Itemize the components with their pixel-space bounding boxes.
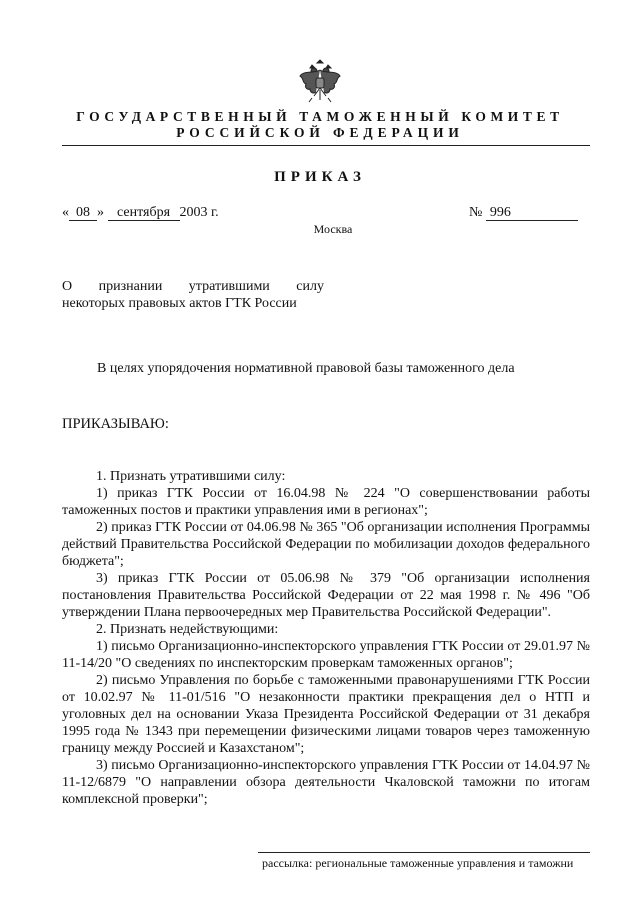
document-date bbox=[62, 205, 219, 221]
header-divider bbox=[62, 145, 590, 146]
list-item: 1) приказ ГТК России от 16.04.98 № 224 "О совершенствовании работы таможенных постов и практики управления ими в регионах"; bbox=[62, 486, 590, 518]
section-heading: 2. Признать недействующими: bbox=[96, 622, 279, 637]
document-subject bbox=[62, 278, 324, 312]
section-heading: 1. Признать утратившими силу: bbox=[96, 469, 286, 484]
date-close-quote: » bbox=[97, 205, 104, 220]
order-word: ПРИКАЗЫВАЮ: bbox=[62, 416, 169, 432]
subject-line1: О признании утратившими силу bbox=[62, 279, 324, 294]
organization-name-line2: РОССИЙСКОЙ ФЕДЕРАЦИИ bbox=[176, 125, 464, 140]
organization-name-line1: ГОСУДАРСТВЕННЫЙ ТАМОЖЕННЫЙ КОМИТЕТ bbox=[76, 109, 564, 124]
document-city: Москва bbox=[313, 222, 353, 236]
number-sign: № bbox=[469, 205, 483, 220]
subject-line2: некоторых правовых актов ГТК России bbox=[62, 296, 297, 311]
list-item: 3) приказ ГТК России от 05.06.98 № 379 "Об организации исполнения постановления Правительства Российской Федерации от 22 мая 1998 г. № 496 "Об утверждении Плана первоочередных мер Правительства Российской Федерации". bbox=[62, 571, 590, 620]
list-item: 2) приказ ГТК России от 04.06.98 № 365 "Об организации исполнения Программы действий Правительства Российской Федерации по мобилизации доходов федерального бюджета"; bbox=[62, 520, 590, 569]
list-item: 2) письмо Управления по борьбе с таможенными правонарушениями ГТК России от 10.02.97 № 11-01/516 "О незаконности практики прекращения дел о НТП и уголовных дел на основании Указа Президента Российской Федерации от 31 декабря 1995 года № 1343 при перемещении физическими лицами товаров через таможенную границу между Россией и Казахстаном"; bbox=[62, 673, 590, 756]
number-value: 996 bbox=[486, 206, 578, 221]
preamble: В целях упорядочения нормативной правовой базы таможенного дела bbox=[97, 361, 515, 376]
list-item: 3) письмо Организационно-инспекторского управления ГТК России от 14.04.97 № 11-12/6879 "О направлении обзора деятельности Чкаловской таможни по итогам комплексной проверки"; bbox=[62, 758, 590, 807]
russian-coat-of-arms-icon bbox=[298, 56, 342, 104]
date-day: 08 bbox=[69, 206, 97, 221]
date-open-quote: « bbox=[62, 205, 69, 220]
date-month: сентября bbox=[108, 206, 180, 221]
document-title: ПРИКАЗ bbox=[274, 169, 366, 185]
document-body bbox=[62, 468, 590, 808]
date-year: 2003 г. bbox=[179, 205, 219, 220]
list-item: 1) письмо Организационно-инспекторского управления ГТК России от 29.01.97 № 11-14/20 "О сведениях по инспекторским проверкам таможенных органов"; bbox=[62, 639, 590, 671]
document-number bbox=[469, 205, 578, 221]
footer-divider bbox=[258, 852, 590, 853]
distribution-note: рассылка: региональные таможенные управления и таможни bbox=[262, 856, 574, 870]
